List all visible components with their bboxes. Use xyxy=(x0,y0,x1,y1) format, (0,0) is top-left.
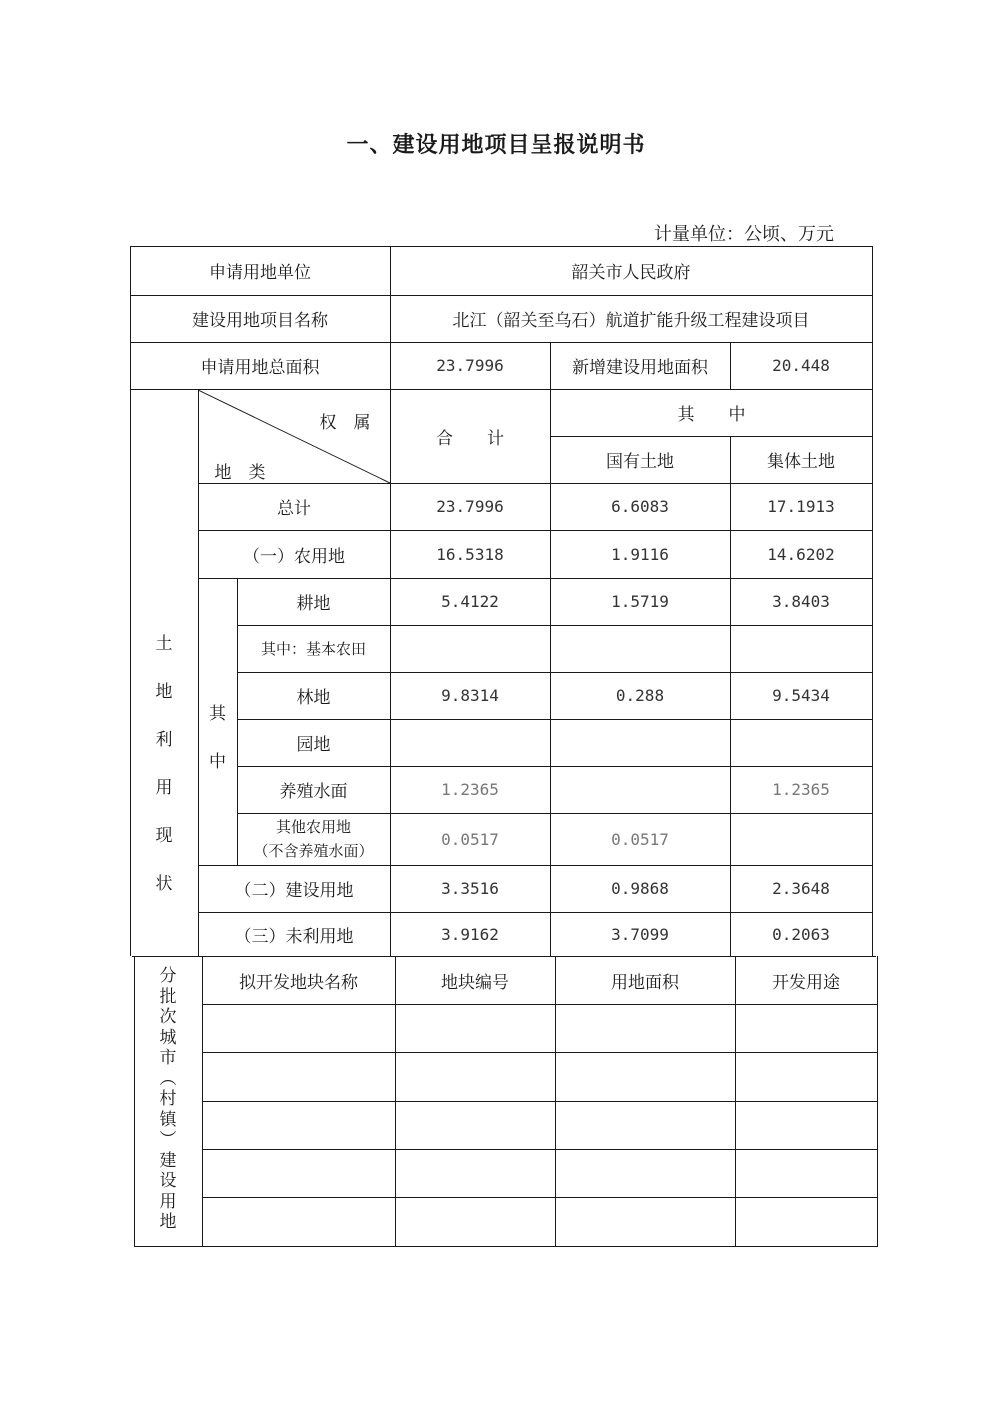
col-parcel-name: 拟开发地块名称 xyxy=(239,972,358,993)
row-label: 养殖水面 xyxy=(279,782,348,802)
row-total: 5.4122 xyxy=(441,592,499,611)
row-collective: 9.5434 xyxy=(772,686,830,705)
row-label: 耕地 xyxy=(296,594,331,614)
total-area-value: 23.7996 xyxy=(436,356,504,375)
row-collective: 1.2365 xyxy=(772,780,830,799)
sub-side-label: 其 中 xyxy=(209,704,226,772)
col-parcel-area: 用地面积 xyxy=(611,972,679,993)
col-parcel-use: 开发用途 xyxy=(772,972,840,993)
row-collective: 17.1913 xyxy=(767,497,835,516)
row-label-two-line: 其他农用地 （不含养殖水面） xyxy=(253,818,374,860)
row-collective: 0.2063 xyxy=(772,924,830,944)
row-total: 23.7996 xyxy=(436,497,504,516)
row-state: 1.9116 xyxy=(611,544,669,564)
new-area-value: 20.448 xyxy=(772,356,830,375)
of-which-header: 其 中 xyxy=(677,405,746,425)
row-total: 3.3516 xyxy=(441,879,499,898)
row-state: 3.7099 xyxy=(611,924,669,944)
row-total: 1.2365 xyxy=(441,780,499,799)
row-label: （三）未利用地 xyxy=(234,926,354,947)
total-area-label: 申请用地总面积 xyxy=(200,358,320,378)
row-total: 3.9162 xyxy=(441,924,499,944)
total-column-header: 合 计 xyxy=(436,428,504,449)
row-label: （二）建设用地 xyxy=(234,881,354,901)
state-land-header: 国有土地 xyxy=(606,452,674,472)
row-state: 6.6083 xyxy=(611,497,669,516)
row-total: 9.8314 xyxy=(441,686,499,705)
project-value: 北江（韶关至乌石）航道扩能升级工程建设项目 xyxy=(452,311,810,331)
project-label: 建设用地项目名称 xyxy=(192,311,328,331)
row-collective: 14.6202 xyxy=(767,544,835,564)
row-total: 16.5318 xyxy=(436,544,504,564)
row-state: 0.0517 xyxy=(611,829,669,849)
col-parcel-code: 地块编号 xyxy=(441,972,509,993)
batch-side-label: 分 批 次 城 市 ︵ 村 镇 ︶ 建 设 用 地 xyxy=(159,966,177,1232)
new-area-label: 新增建设用地面积 xyxy=(572,358,708,378)
row-collective: 3.8403 xyxy=(772,592,830,611)
row-label: 其中：基本农田 xyxy=(260,639,366,658)
applicant-label: 申请用地单位 xyxy=(209,263,311,283)
row-label: 林地 xyxy=(296,688,331,708)
page-title: 一、建设用地项目呈报说明书 xyxy=(346,133,646,158)
row-state: 1.5719 xyxy=(611,592,669,611)
ownership-header: 权 属 xyxy=(319,412,371,433)
unit-note: 计量单位：公顷、万元 xyxy=(654,224,834,245)
land-type-header: 地 类 xyxy=(214,462,266,483)
row-collective: 2.3648 xyxy=(772,879,830,898)
row-state: 0.288 xyxy=(615,686,665,705)
row-state: 0.9868 xyxy=(611,879,669,898)
row-label: 园地 xyxy=(296,735,331,755)
collective-land-header: 集体土地 xyxy=(767,452,835,472)
applicant-value: 韶关市人民政府 xyxy=(571,263,691,283)
row-label: 总计 xyxy=(277,499,311,519)
row-total: 0.0517 xyxy=(441,829,499,849)
row-label: （一）农用地 xyxy=(243,546,345,567)
land-use-side-label: 土 地 利 用 现 状 xyxy=(155,634,173,894)
